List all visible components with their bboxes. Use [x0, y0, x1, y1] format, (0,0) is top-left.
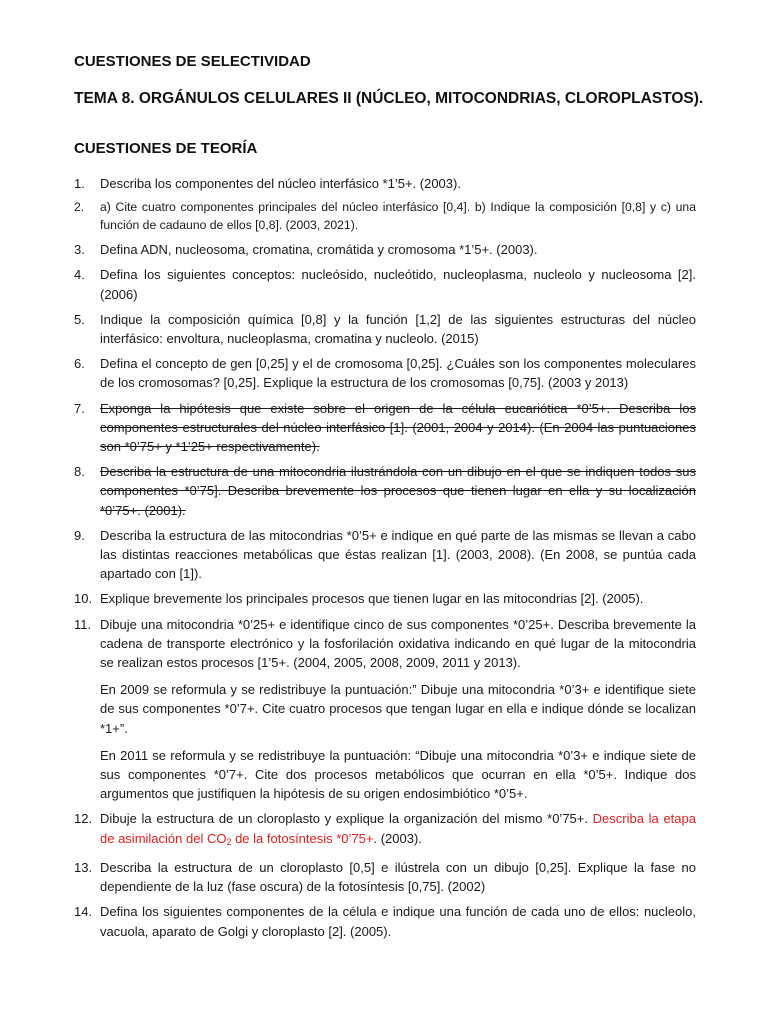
- question-note: En 2011 se reformula y se redistribuye la puntuación: “Dibuje una mitocondria *0’3+ e indique siete de sus componentes *0’7+. Cite dos procesos metabólicos que ocurran en ella *0’5+. Indique dos argumentos que justifiquen la hipótesis de su origen endosimbiótico *0’5+.: [100, 747, 696, 802]
- list-item: 12. Dibuje la estructura de un cloroplasto y explique la organización del mismo *0’75+. Describa la etapa de asimilación del $CO_2$ de la fotosíntesis *0’75+. (2003).: [74, 811, 696, 847]
- question-text: Describa la estructura de un cloroplasto [0,5] e ilústrela con un dibujo [0,25]. Explique la fase no dependiente de la luz (fase oscura) de la fotosíntesis [0,75]. (2002): [100, 859, 696, 895]
- highlighted-text: Describa la etapa de asimilación del $CO_2$ de la fotosíntesis *0’75+: [100, 811, 696, 847]
- question-text: Defina ADN, nucleosoma, cromatina, cromátida y cromosoma *1’5+. (2003).: [100, 242, 538, 258]
- list-item: 10. Explique brevemente los principales procesos que tienen lugar en las mitocondrias [2]. (2005).: [74, 591, 644, 607]
- question-text: Explique brevemente los principales procesos que tienen lugar en las mitocondrias [2]. (2005).: [100, 591, 644, 607]
- list-item-struck: 8. Describa la estructura de una mitocondria ilustrándola con un dibujo en el que se indiquen todos sus componentes *0’75]. Describa brevemente los procesos que tienen lugar en ella y su localización *0’75+. (2001).: [74, 464, 696, 518]
- list-item: 4. Defina los siguientes conceptos: nucleósido, nucleótido, nucleoplasma, nucleolo y nucleosoma [2]. (2006): [74, 267, 696, 302]
- list-item: 6. Defina el concepto de gen [0,25] y el de cromosoma [0,25]. ¿Cuáles son los componentes moleculares de los cromosomas? [0,25]. Explique la estructura de los cromosomas [0,75]. (2003 y 2013): [74, 356, 696, 391]
- list-item: 5. Indique la composición química [0,8] y la función [1,2] de las siguientes estructuras del núcleo interfásico: envoltura, nucleoplasma, cromatina y nucleolo. (2015): [74, 311, 696, 347]
- question-text: Defina el concepto de gen [0,25] y el de cromosoma [0,25]. ¿Cuáles son los componentes moleculares de los cromosomas? [0,25]. Explique la estructura de los cromosomas [0,75]. (2003 y 2013): [100, 356, 696, 391]
- question-text: Defina los siguientes conceptos: nucleósido, nucleótido, nucleoplasma, nucleolo y nucleosoma [2]. (2006): [100, 267, 696, 302]
- list-item: 9. Describa la estructura de las mitocondrias *0’5+ e indique en qué parte de las mismas se llevan a cabo las distintas reacciones metabólicas que éstas realizan [1]. (2003, 2008). (En 2008, se puntúa cada apartado con [1]).: [74, 527, 696, 582]
- question-text: Describa los componentes del núcleo interfásico *1’5+. (2003).: [100, 176, 461, 191]
- section-heading: CUESTIONES DE TEORÍA: [74, 140, 258, 157]
- list-item-struck: 7. Exponga la hipótesis que existe sobre el origen de la célula eucariótica *0’5+. Describa los componentes estructurales del núcleo interfásico [1]. (2001, 2004 y 2014). (En 2004 las puntuaciones son *0’75+ y *1’25+ respectivamente).: [74, 400, 696, 455]
- document-title: CUESTIONES DE SELECTIVIDAD: [74, 53, 311, 70]
- topic-heading: TEMA 8. ORGÁNULOS CELULARES II (NÚCLEO, MITOCONDRIAS, CLOROPLASTOS).: [74, 90, 704, 107]
- list-item: 11. Dibuje una mitocondria *0’25+ e identifique cinco de sus componentes *0’25+. Describa brevemente la cadena de transporte electrónico y la fosforilación oxidativa indicando en qué lugar de la mitocondria se realizan estos procesos [1’5+. (2004, 2005, 2008, 2009, 2011 y 2013). En 2009 se reformula y se redistribuye la puntuación:” Dibuje una mitocondria *0’3+ e identifique siete de sus componentes *0’7+. Cite cuatro procesos que tengan lugar en ella e indique dónde se localizan *1+”. En 2011 se reformula y se redistribuye la puntuación: “Dibuje una mitocondria *0’3+ e indique siete de sus componentes *0’7+. Cite dos procesos metabólicos que ocurran en ella *0’5+. Indique dos argumentos que justifiquen la hipótesis de su origen endosimbiótico *0’5+.: [74, 615, 696, 804]
- list-item: 13. Describa la estructura de un cloroplasto [0,5] e ilústrela con un dibujo [0,25]. Explique la fase no dependiente de la luz (fase oscura) de la fotosíntesis [0,75]. (2002): [74, 859, 696, 895]
- question-note: En 2009 se reformula y se redistribuye la puntuación:” Dibuje una mitocondria *0’3+ e identifique siete de sus componentes *0’7+. Cite cuatro procesos que tengan lugar en ella e indique dónde se localizan *1+”.: [100, 682, 696, 736]
- list-item: 1. Describa los componentes del núcleo interfásico *1’5+. (2003).: [74, 176, 461, 191]
- question-text: Describa la estructura de una mitocondria ilustrándola con un dibujo en el que se indiquen todos sus componentes *0’75]. Describa brevemente los procesos que tienen lugar en ella y su localización *0’75+. (2001).: [100, 464, 696, 518]
- question-text: Exponga la hipótesis que existe sobre el origen de la célula eucariótica *0’5+. Describa los componentes estructurales del núcleo interfásico [1]. (2001, 2004 y 2014). (En 2004 las puntuaciones son *0’75+ y *1’25+ respectivamente).: [100, 400, 696, 455]
- question-list: [74, 174, 696, 947]
- question-text: Indique la composición química [0,8] y la función [1,2] de las siguientes estructuras del núcleo interfásico: envoltura, nucleoplasma, cromatina y nucleolo. (2015): [100, 311, 696, 347]
- question-text: Defina los siguientes componentes de la célula e indique una función de cada uno de ellos: nucleolo, vacuola, aparato de Golgi y cloroplasto [2]. (2005).: [100, 904, 696, 939]
- question-text: Describa la estructura de las mitocondrias *0’5+ e indique en qué parte de las mismas se llevan a cabo las distintas reacciones metabólicas que éstas realizan [1]. (2003, 2008). (En 2008, se puntúa cada apartado con [1]).: [100, 527, 696, 582]
- question-text: a) Cite cuatro componentes principales del núcleo interfásico [0,4]. b) Indique la composición [0,8] y c) una función de cadauno de ellos [0,8]. (2003, 2021).: [100, 200, 696, 232]
- question-text: Dibuje la estructura de un cloroplasto y explique la organización del mismo *0’75+.: [100, 811, 588, 827]
- question-text: Dibuje una mitocondria *0’25+ e identifique cinco de sus componentes *0’25+. Describa brevemente la cadena de transporte electrónico y la fosforilación oxidativa indicando en qué lugar de la mitocondria se realizan estos procesos [1’5+. (2004, 2005, 2008, 2009, 2011 y 2013).: [100, 616, 696, 671]
- list-item: 3. Defina ADN, nucleosoma, cromatina, cromátida y cromosoma *1’5+. (2003).: [74, 242, 538, 258]
- list-item: 14. Defina los siguientes componentes de la célula e indique una función de cada uno de ellos: nucleolo, vacuola, aparato de Golgi y cloroplasto [2]. (2005).: [74, 904, 696, 939]
- list-item: 2. a) Cite cuatro componentes principales del núcleo interfásico [0,4]. b) Indique la composición [0,8] y c) una función de cadauno de ellos [0,8]. (2003, 2021).: [74, 200, 696, 232]
